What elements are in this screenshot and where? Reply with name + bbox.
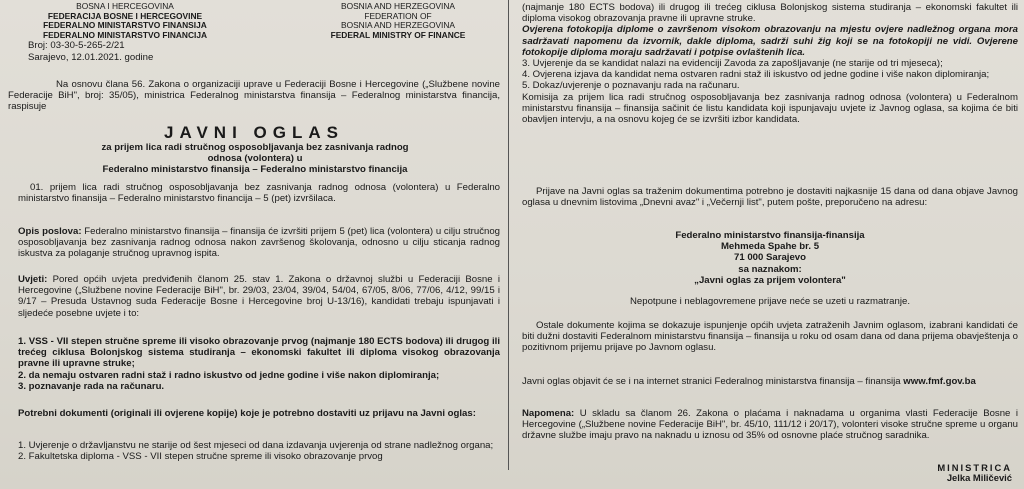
header-en-line3: BOSNIA AND HERZEGOVINA xyxy=(340,20,456,31)
address-line4: sa naznakom: xyxy=(738,263,802,275)
document-number: Broj: 03-30-5-265-2/21 xyxy=(28,40,125,51)
header-en-line2: FEDERATION OF xyxy=(364,10,432,21)
applications-paragraph: Prijave na Javni oglas sa traženim dokumentima potrebno je dostaviti najkasnije 15 dana od dana objave Javnog oglasa u dnevnim listovima „Dnevni avaz" i „Večernji list", putem pošte, preporučeno na adresu: xyxy=(522,186,1018,209)
document-reference xyxy=(28,40,153,63)
subtitle-line3: Federalno ministarstvo finansija – Federalno ministarstvo financija xyxy=(102,164,408,176)
header-bih xyxy=(14,2,236,40)
address-line1: Federalno ministarstvo finansija-finansija xyxy=(675,230,865,241)
document-2-continued: (najmanje 180 ECTS bodova) ili drugog ili trećeg ciklusa Bolonjskog sistema studiranja – ekonomski fakultet ili diploma visokog obrazovanja pravne ili upravne struke. xyxy=(522,2,1018,25)
conditions-intro xyxy=(18,274,500,319)
document-4: 4. Ovjerena izjava da kandidat nema ostvaren radni staž ili iskustvo od jedne godine i više nakon diplomiranja; xyxy=(522,69,990,81)
document-2: 2. Fakultetska diploma - VSS - VII stepen stručne spreme ili visoko obrazovanje prvog xyxy=(18,451,383,463)
subtitle-line1: za prijem lica radi stručnog osposobljavanja bez zasnivanja radnog xyxy=(101,142,409,153)
header-bih-line3: FEDERALNO MINISTARSTVO FINANSIJA xyxy=(43,20,207,31)
intro-paragraph: Na osnovu člana 56. Zakona o organizaciji uprave u Federaciji Bosne i Hercegovine („Službene novine Federacije BiH", broj: 35/05), ministrica Federalnog ministarstva finansija – Federalnog ministarstva financija, raspisuje xyxy=(8,79,500,113)
other-documents-paragraph: Ostale dokumente kojima se dokazuje ispunjenje općih uvjeta zatraženih Javnim oglasom, izabrani kandidati će biti dužni dostaviti Federalnom ministarstvu finansija – finansija u roku od osam dana od dana prijema obavještenja o pozitivnom prijemu prijave po Javnom oglasu. xyxy=(522,320,1018,354)
commission-paragraph: Komisija za prijem lica radi stručnog osposobljavanja bez zasnivanja radnog odnosa (volontera) u Federalnom ministarstvu finansija – finansija sačinit će listu kandidata koji ispunjavaju uvjete iz Javnog oglasa, sa kojima će biti obavljen intervju, a na osnovu kojeg će se izvršiti izbor kandidata. xyxy=(522,91,1018,126)
header-bih-line4: FEDERALNO MINISTARSTVO FINANCIJA xyxy=(42,29,208,40)
header-bih-line1: BOSNA I HERCEGOVINA xyxy=(76,1,174,11)
signature-name: Jelka Miličević xyxy=(946,472,1012,483)
item-01: 01. prijem lica radi stručnog osposobljavanja bez zasnivanja radnog odnosa (volontera) u Federalno ministarstvo finansija – Federalno ministarstvo financija – 5 (pet) izvršilaca. xyxy=(18,182,500,205)
announcement-title: JAVNI OGLAS xyxy=(164,123,344,142)
header-en-line4: FEDERAL MINISTRY OF FINANCE xyxy=(330,29,466,40)
job-description-label: Opis poslova: xyxy=(18,226,82,237)
document-date: Sarajevo, 12.01.2021. godine xyxy=(28,51,154,63)
signature-block xyxy=(937,463,1012,483)
announcement-subtitle xyxy=(40,142,470,176)
header-en-line1: BOSNIA AND HERZEGOVINA xyxy=(340,1,456,11)
address-line5: „Javni oglas za prijem volontera" xyxy=(694,274,846,286)
required-documents-heading: Potrebni dokumenti (originali ili ovjerene kopije) koje je potrebno dostaviti uz prijavu na Javni oglas: xyxy=(18,408,476,419)
document-1: 1. Uvjerenje o državljanstvu ne starije od šest mjeseci od dana izdavanja uvjerenja od strane nadležnog organa; xyxy=(18,440,494,451)
website-link[interactable]: www.fmf.gov.ba xyxy=(903,376,976,387)
subtitle-line2: odnosa (volontera) u xyxy=(207,153,303,165)
address-line2: Mehmeda Spahe br. 5 xyxy=(720,241,820,253)
header-bih-line2: FEDERACIJA BOSNE I HERCEGOVINE xyxy=(47,10,203,21)
job-description xyxy=(18,226,500,260)
remark-paragraph xyxy=(522,408,1018,442)
signature-title: MINISTRICA xyxy=(937,462,1012,473)
website-text: Javni oglas objavit će se i na internet stranici Federalnog ministarstva finansija – finansija xyxy=(522,376,904,387)
condition-3: 3. poznavanje rada na računaru. xyxy=(18,380,165,392)
remark-text: U skladu sa članom 26. Zakona o plaćama i naknadama u organima vlasti Federacije Bosne i Hercegovine („Službene novine Federacije BiH", br. 45/10, 111/12 i 20/17), volonteri visoke stručne spreme u organu državne službe imaju pravo na naknadu u iznosu od 35% od osnovne plaće stručnog saradnika. xyxy=(522,408,1018,442)
diploma-note: Ovjerena fotokopija diplome o završenom visokom obrazovanju na mjestu ovjere nadležnog organa mora sadržavati napomenu da izvornik, dakle diploma, sadrži suhi žig koji se na fotokopiji ne vidi. Ovjerene fotokopije diploma moraju sadržavati i potpise ovlaštenih lica. xyxy=(522,24,1018,58)
conditions-label: Uvjeti: xyxy=(18,274,48,285)
incomplete-notice: Nepotpune i neblagovremene prijave neće se uzeti u razmatranje. xyxy=(630,296,910,307)
document-3: 3. Uvjerenje da se kandidat nalazi na evidenciji Zavoda za zapošljavanje (ne starije od tri mjeseca); xyxy=(522,58,943,70)
remark-label: Napomena: xyxy=(522,408,575,419)
website-paragraph xyxy=(522,376,1018,387)
job-description-text: Federalno ministarstvo finansija – finansija će izvršiti prijem 5 (pet) lica (volontera) u cilju stručnog osposobljavanja bez zasnivanja radnog odnosa nakon završenog školovanja, odnosno u cilju sticanja radnog iskustva za polaganje stručnog upravnog ispita. xyxy=(18,226,501,260)
conditions-text: Pored općih uvjeta predviđenih članom 25. stav 1. Zakona o državnoj službi u Federaciji Bosne i Hercegovine („Službene novine Federacije BiH", br. 29/03, 23/04, 39/04, 54/04, 67/05, 8/06, 77/06, 4/12, 99/15 i 9/17 – Presuda Ustavnog suda Federacije Bosne i Hercegovine broj U-13/16), kandidati trebaju ispunjavati i sljedeće posebne uvjete i to: xyxy=(18,274,500,319)
header-en xyxy=(300,2,496,40)
column-divider xyxy=(508,0,509,470)
mailing-address xyxy=(522,230,1018,286)
condition-2: 2. da nemaju ostvaren radni staž i radno iskustvo od jedne godine i više nakon diplomiranja; xyxy=(18,369,440,381)
address-line3: 71 000 Sarajevo xyxy=(733,252,806,264)
document-5: 5. Dokaz/uvjerenje o poznavanju rada na računaru. xyxy=(522,80,740,92)
condition-1: 1. VSS - VII stepen stručne spreme ili visoko obrazovanje prvog (najmanje 180 ECTS bodova) ili drugog ili trećeg ciklusa Bolonjskog sistema studiranja – ekonomski fakultet ili diploma visokog obrazovanja pravne ili upravne struke; xyxy=(18,336,500,370)
